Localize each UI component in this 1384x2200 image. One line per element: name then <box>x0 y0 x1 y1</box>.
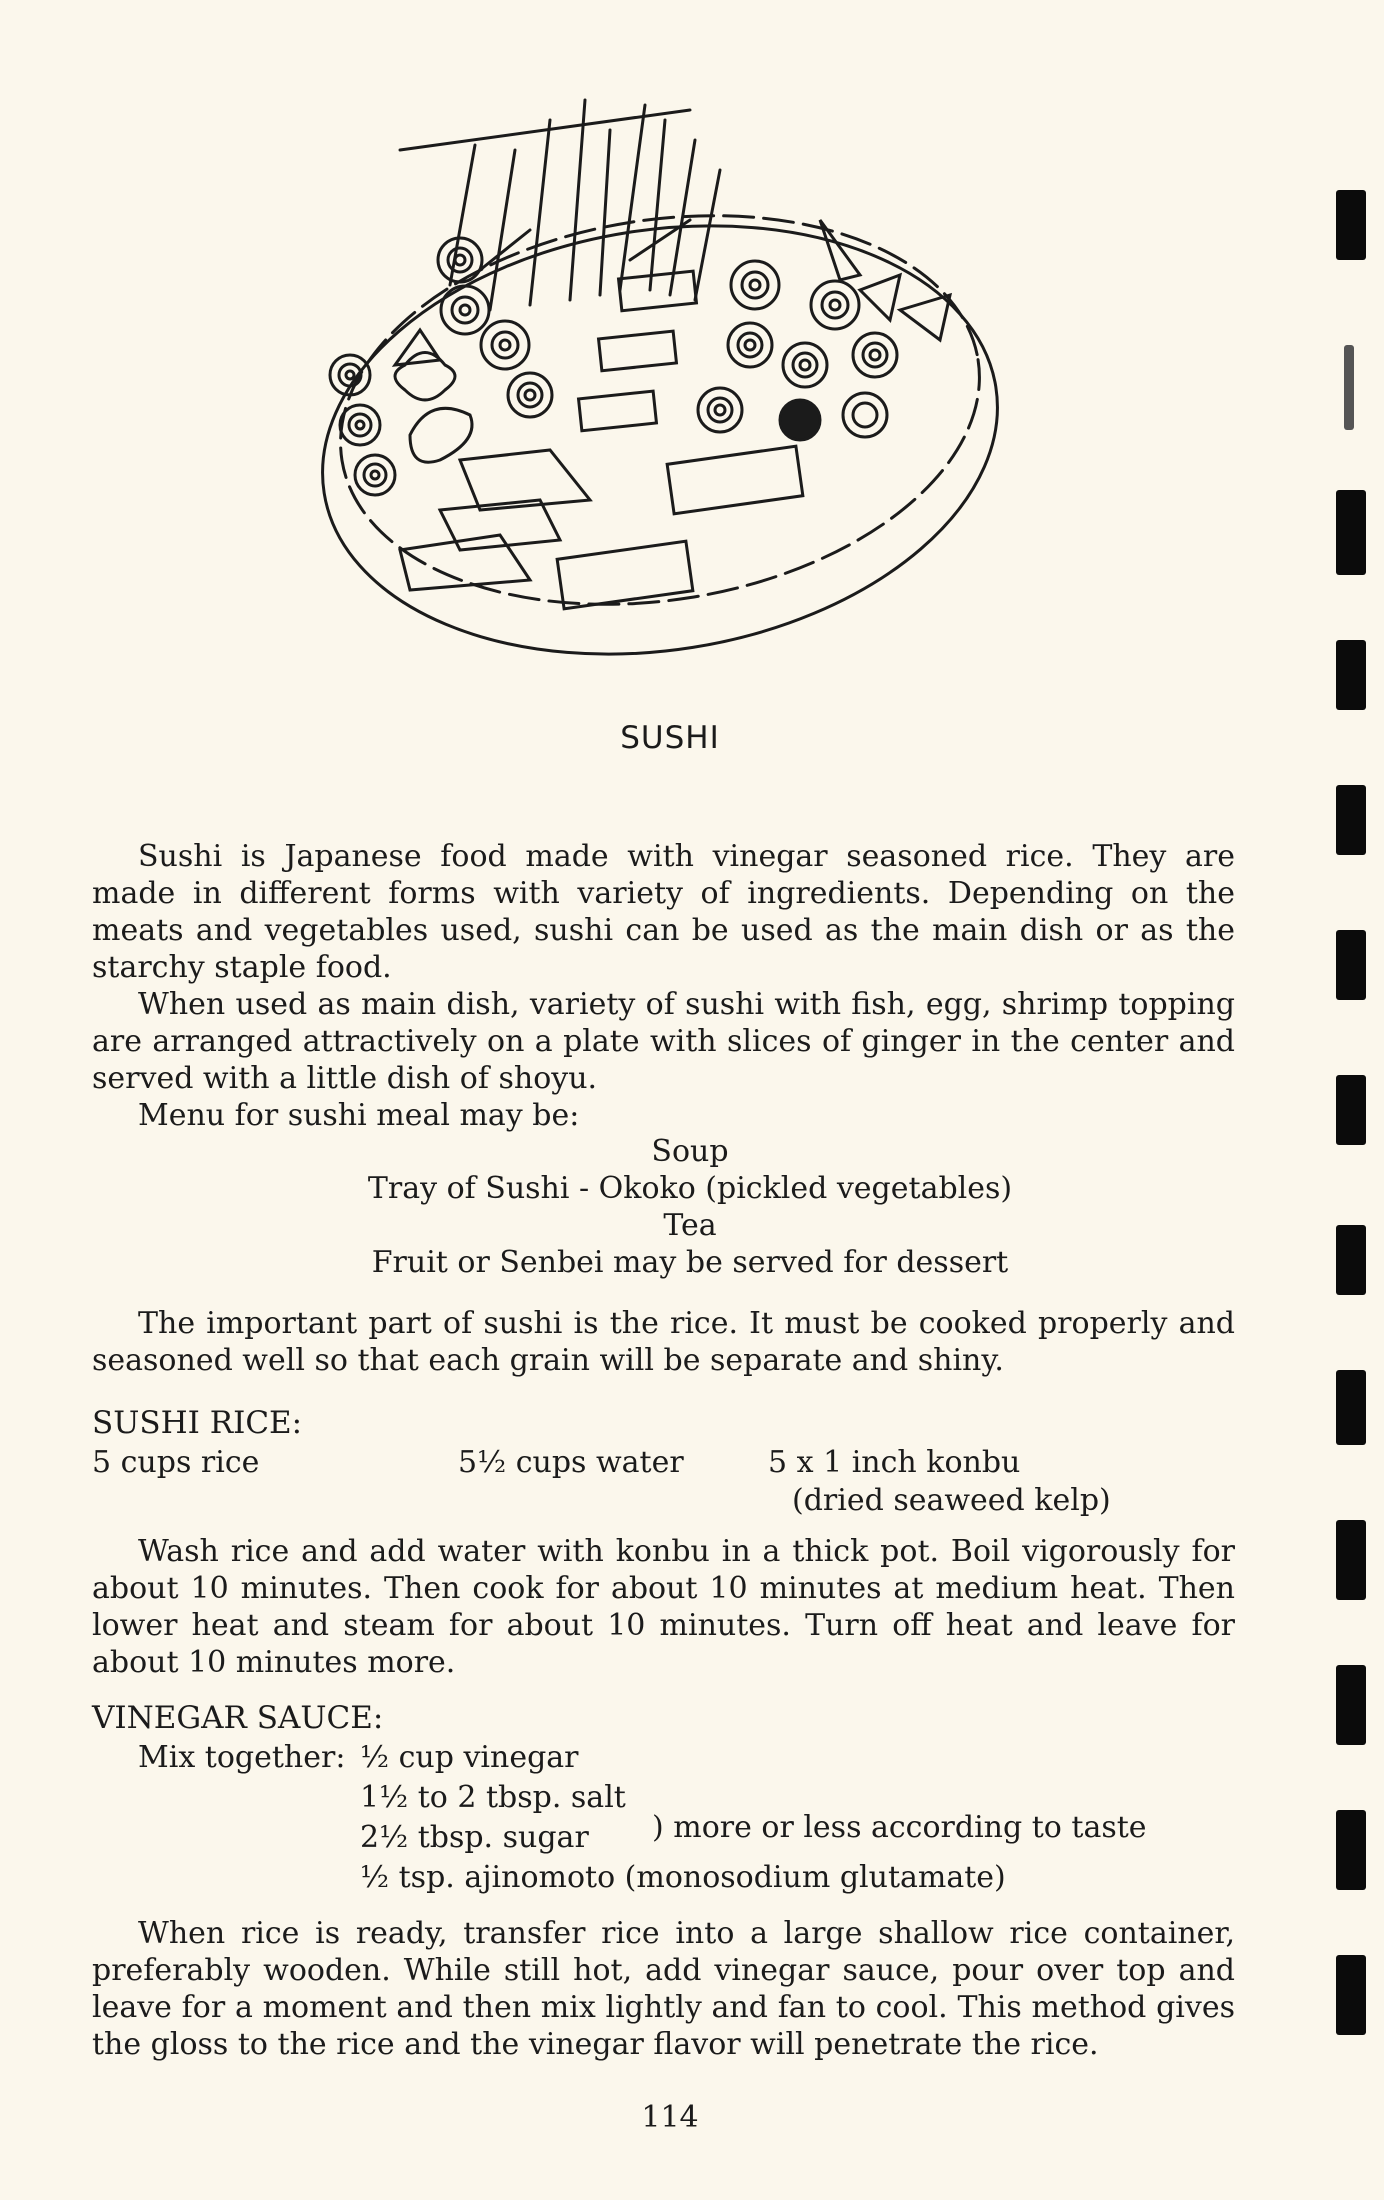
taste-note: ) more or less according to taste <box>652 1810 1147 1845</box>
binding-hole <box>1336 1520 1366 1600</box>
menu-list <box>0 1133 1380 1281</box>
sushi-rice-method-section <box>92 1533 1235 1681</box>
sauce-ingredient: ½ cup vinegar <box>360 1740 579 1775</box>
rice-note: The important part of sushi is the rice. It must be cooked properly and seasoned well so that each grain will be separate and shiny. <box>92 1306 1235 1378</box>
binding-hole <box>1336 1370 1366 1445</box>
binding-hole <box>1336 1075 1366 1145</box>
binding-hole <box>1336 930 1366 1000</box>
menu-item: Fruit or Senbei may be served for dessert <box>371 1245 1009 1280</box>
mix-together-label: Mix together: <box>138 1740 346 1775</box>
binding-hole <box>1336 490 1366 575</box>
intro-section <box>92 838 1235 1134</box>
sauce-ingredient: ½ tsp. ajinomoto (monosodium glutamate) <box>360 1860 1006 1895</box>
binding-hole <box>1336 190 1366 260</box>
binding-hole <box>1336 1665 1366 1745</box>
sushi-platter-illustration <box>300 80 1020 680</box>
menu-item: Tea <box>663 1208 717 1243</box>
sauce-ingredient: 1½ to 2 tbsp. salt <box>360 1780 626 1815</box>
intro-paragraph-1: Sushi is Japanese food made with vinegar seasoned rice. They are made in different forms with variety of ingredients. Depending on the meats and vegetables used, sushi can be used as the main dish or as the starchy staple food. <box>92 839 1235 985</box>
binding-hole <box>1336 1955 1366 2035</box>
menu-item: Tray of Sushi - Okoko (pickled vegetables) <box>367 1171 1013 1206</box>
ingredient: 5 x 1 inch konbu <box>768 1445 1021 1480</box>
menu-item: Soup <box>651 1134 729 1169</box>
ingredient: 5 cups rice <box>92 1445 260 1480</box>
spiral-binding <box>1324 0 1384 2200</box>
binding-hole <box>1336 1225 1366 1295</box>
sauce-ingredient: 2½ tbsp. sugar <box>360 1820 589 1855</box>
page-number: 114 <box>641 2100 699 2135</box>
sushi-rice-heading: SUSHI RICE: <box>92 1405 303 1441</box>
vinegar-sauce-method: When rice is ready, transfer rice into a large shallow rice container, preferably wooden. While still hot, add vinegar sauce, pour over top and leave for a moment and then mix lightly and fan to cool. This method gives the gloss to the rice and the vinegar flavor will penetrate the rice. <box>92 1916 1235 2062</box>
binding-hole <box>1336 640 1366 710</box>
recipe-title: SUSHI <box>620 720 720 756</box>
vinegar-method-section <box>92 1915 1235 2063</box>
rice-note-section <box>92 1305 1235 1379</box>
ingredient-note: (dried seaweed kelp) <box>792 1483 1111 1518</box>
binding-hole <box>1336 1810 1366 1890</box>
ingredient: 5½ cups water <box>458 1445 684 1480</box>
binding-hole <box>1344 345 1354 430</box>
vinegar-sauce-heading: VINEGAR SAUCE: <box>92 1700 384 1736</box>
intro-paragraph-2: When used as main dish, variety of sushi with fish, egg, shrimp topping are arranged attractively on a plate with slices of ginger in the center and served with a little dish of shoyu. <box>92 987 1235 1096</box>
sushi-rice-method: Wash rice and add water with konbu in a thick pot. Boil vigorously for about 10 minutes. Then cook for about 10 minutes at medium heat. Then lower heat and steam for about 10 minutes. Turn off heat and leave for about 10 minutes more. <box>92 1534 1235 1680</box>
intro-paragraph-3: Menu for sushi meal may be: <box>138 1098 580 1133</box>
binding-hole <box>1336 785 1366 855</box>
